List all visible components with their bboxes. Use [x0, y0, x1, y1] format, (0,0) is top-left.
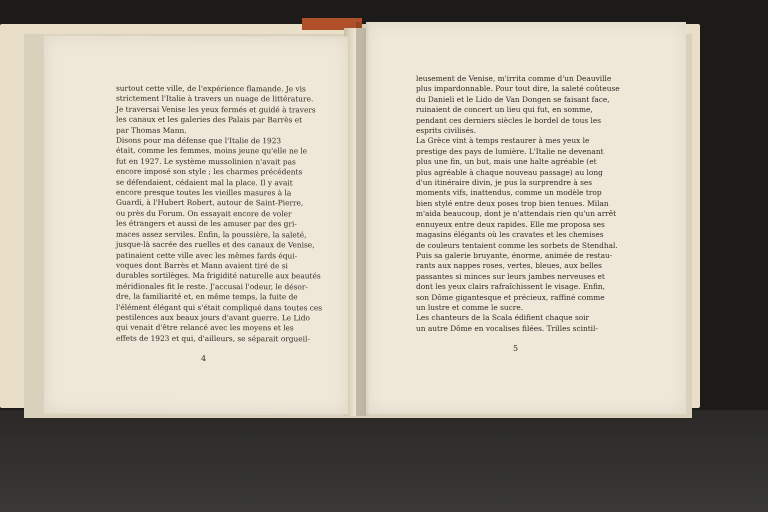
right-page-number: 5 [513, 344, 519, 353]
left-page [44, 35, 348, 414]
table-surface [0, 410, 768, 512]
right-page [366, 22, 686, 414]
right-page-text: leusement de Venise, m'irrita comme d'un Deauville plus impardonnable. Pour tout dire, la saleté coûteuse du Danieli et le Lido de Van Dongen se faisant face, ruinaient de concert un lieu qui fut, en somme, pendant ces derniers siècles le bordel de tous les esprits civilisés. La Grèce vint à temps restaurer à mes yeux le prestige des pays de lumière. L'Italie ne devenant plus une fin, un but, mais une halte agréable (et plus agréable à chaque nouveau passage) au long d'un itinéraire divin, je pus la surprendre à ses moments vifs, inattendus, comme un modèle trop bien stylé entre deux poses trop bien tenues. Milan m'aida beaucoup, dont je n'attendais rien qu'un arrêt ennuyeux entre deux rapides. Elle me proposa ses magasins élégants où les cravates et les chemises de couleurs tentaient comme les sorbets de Stendhal. Puis sa galerie bruyante, énorme, animée de restau- rants aux nappes roses, vertes, bleues, aux belles passantes si minces sur leurs jambes nerveuses et dont les yeux clairs rafraîchissent le visage. Enfin, son Dôme gigantesque et précieux, raffiné comme un lustre et comme le sucre. Les chanteurs de la Scala édifient chaque soir un autre Dôme en vocalises filées. Trilles scintil- [416, 74, 620, 333]
left-page-text: surtout cette ville, de l'expérience flamande. Je vis strictement l'Italie à travers un nuage de littérature. Je traversai Venise les yeux fermés et guidé à travers les canaux et les galeries des Palais par Barrès et par Thomas Mann. Disons pour ma défense que l'Italie de 1923 était, comme les femmes, moins jeune qu'elle ne le fut en 1927. Le système mussolinien n'avait pas encore imposé son style ; les charmes précédents se défendaient, cédaient mal la place. Il y avait encore presque toutes les vieilles masures à la Guardi, à l'Hubert Robert, autour de Saint-Pierre, ou près du Forum. On essayait encore de voler les étrangers et aussi de les amuser par des gri- maces assez serviles. Enfin, la poussière, la saleté, jusque-là sacrée des ruelles et des canaux de Venise, patinaient cette ville avec les mêmes fards équi- voques dont Barrès et Mann avaient tiré de si durables sortilèges. Ma frigidité naturelle aux beautés méridionales fit le reste. J'accusai l'odeur, le désor- dre, la familiarité et, en même temps, la fuite de l'élément élégant qui s'était compliqué dans toutes ces pestilences aux beaux jours d'avant guerre. Le Lido qui venait d'être relancé avec les moyens et les effets de 1923 et qui, d'ailleurs, se séparait orgueil- [116, 83, 323, 344]
left-page-number: 4 [201, 354, 207, 364]
gutter-shadow [356, 22, 370, 416]
